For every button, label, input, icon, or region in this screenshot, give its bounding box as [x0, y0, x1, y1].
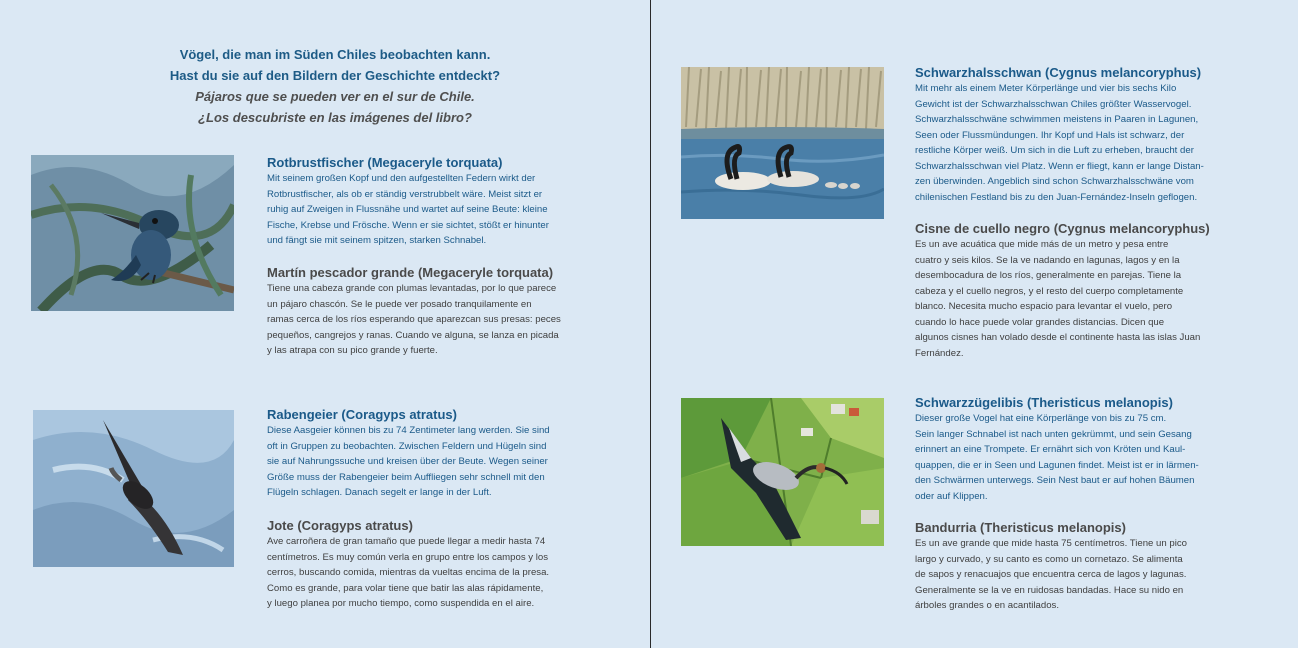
ibis-de-line: Dieser große Vogel hat eine Körperlänge von bis zu 75 cm. — [915, 413, 1167, 424]
vulture-es-title: Jote (Coragyps atratus) — [267, 518, 413, 533]
intro-line2-es: ¿Los descubriste en las imágenes del libro? — [198, 110, 472, 125]
right-page — [651, 0, 1298, 648]
vulture-illustration — [33, 410, 234, 567]
intro-line1-de: Vögel, die man im Süden Chiles beobachten kann. — [179, 47, 491, 62]
swan-es-line: blanco. Necesita mucho espacio para levantar el vuelo, pero — [915, 301, 1173, 312]
kingfisher-de-line: Rotbrustfischer, als ob er ständig verstrubbelt wäre. Meist sitzt er — [267, 188, 543, 200]
swan-es-line: cuatro y seis kilos. Se la ve nadando en lagunas, lagos y en la — [915, 254, 1180, 266]
swan-es-line: desembocadura de los ríos, generalmente en parejas. Tiene la — [915, 270, 1182, 281]
vulture-es-line: Como es grande, para volar tiene que batir las alas rápidamente, — [267, 582, 544, 594]
kingfisher-de-block — [267, 154, 617, 249]
kingfisher-illustration — [31, 155, 234, 311]
ibis-de-line: erinnert an eine Trompete. Er ernährt sich von Kröten und Kaul- — [915, 444, 1186, 455]
kingfisher-es-line: y las atrapa con su pico grande y fuerte. — [267, 345, 438, 356]
ibis-es-line: Es un ave grande que mide hasta 75 centímetros. Tiene un pico — [915, 538, 1187, 549]
swan-de-line: Mit mehr als einem Meter Körperlänge und vier bis sechs Kilo — [915, 83, 1177, 94]
swan-de-block — [915, 64, 1270, 205]
intro-line2-de: Hast du sie auf den Bildern der Geschichte entdeckt? — [169, 68, 501, 83]
kingfisher-es-block — [267, 264, 617, 359]
kingfisher-es-line: pequeños, cangrejos y ranas. Cuando ve alguna, se lanza en picada — [267, 329, 559, 341]
ibis-de-block — [915, 394, 1270, 504]
swan-de-line: chilenischen Festland bis zu den Juan-Fernández-Inseln geflogen. — [915, 191, 1198, 203]
kingfisher-de-line: Mit seinem großen Kopf und den aufgestellten Federn wirkt der — [267, 173, 536, 184]
vulture-de-line: oft in Gruppen zu beobachten. Zwischen Feldern und Hügeln sind — [267, 440, 547, 452]
ibis-es-block — [915, 519, 1270, 614]
kingfisher-de-title: Rotbrustfischer (Megaceryle torquata) — [267, 155, 503, 170]
swan-de-line: Schwarzhalsschwäne schwimmen meistens in Paaren in Lagunen, — [915, 114, 1199, 125]
swan-de-line: Seen oder Flussmündungen. Ihr Kopf und Hals ist schwarz, der — [915, 129, 1185, 141]
ibis-illustration — [681, 398, 884, 546]
swan-de-line: Gewicht ist der Schwarzhalsschwan Chiles größter Wasservogel. — [915, 98, 1192, 110]
intro-line1-es: Pájaros que se pueden ver en el sur de Chile. — [195, 89, 475, 104]
vulture-es-block — [267, 517, 617, 612]
kingfisher-es-line: un pájaro chascón. Se le puede ver posado tranquilamente en — [267, 298, 532, 310]
swan-es-block — [915, 220, 1270, 361]
vulture-es-line: Ave carroñera de gran tamaño que puede llegar a medir hasta 74 — [267, 536, 546, 547]
kingfisher-de-line: und fängt sie mit seinem spitzen, starken Schnabel. — [267, 235, 487, 246]
vulture-de-block — [267, 406, 617, 501]
ibis-es-line: árboles grandes o en acantilados. — [915, 600, 1060, 611]
ibis-de-title: Schwarzzügelibis (Theristicus melanopis) — [915, 395, 1173, 410]
ibis-de-line: Sein langer Schnabel ist nach unten gekrümmt, und sein Gesang — [915, 428, 1192, 440]
swan-de-line: zen überwinden. Angeblich sind schon Schwarzhalsschwäne vom — [915, 176, 1194, 187]
vulture-de-title: Rabengeier (Coragyps atratus) — [267, 407, 457, 422]
kingfisher-de-line: ruhig auf Zweigen in Flussnähe und wartet auf seine Beute: kleine — [267, 204, 548, 215]
swan-de-line: restliche Körper weiß. Um sich in die Luft zu erheben, braucht der — [915, 145, 1194, 156]
ibis-de-line: quappen, die er in Seen und Lagunen findet. Meist ist er in lärmen- — [915, 459, 1199, 471]
swan-es-line: algunos cisnes han volado desde el continente hasta las islas Juan — [915, 332, 1201, 343]
kingfisher-de-line: Fische, Krebse und Frösche. Wenn er sie sichtet, stößt er hinunter — [267, 219, 549, 231]
vulture-es-line: cerros, buscando comida, mientras da vueltas encima de la presa. — [267, 567, 550, 578]
swan-illustration — [681, 67, 884, 219]
ibis-es-line: Generalmente se la ve en ruidosas bandadas. Hace su nido en — [915, 584, 1184, 596]
vulture-es-line: centímetros. Es muy común verla en grupo entre los campos y los — [267, 551, 549, 563]
vulture-es-line: y luego planea por mucho tiempo, como suspendida en el aire. — [267, 598, 535, 609]
kingfisher-es-line: ramas cerca de los ríos esperando que aparezcan sus presas: peces — [267, 314, 561, 325]
ibis-es-line: largo y curvado, y su canto es como un cornetazo. Se alimenta — [915, 553, 1183, 565]
swan-es-title: Cisne de cuello negro (Cygnus melancoryphus) — [915, 221, 1210, 236]
ibis-es-title: Bandurria (Theristicus melanopis) — [915, 520, 1126, 535]
kingfisher-es-line: Tiene una cabeza grande con plumas levantadas, por lo que parece — [267, 283, 557, 294]
swan-es-line: cabeza y el cuello negros, y el resto del cuerpo completamente — [915, 285, 1184, 297]
ibis-es-line: de sapos y renacuajos que encuentra cerca de lagos y lagunas. — [915, 569, 1187, 580]
intro-heading — [140, 44, 530, 128]
swan-es-line: cuando lo hace puede volar grandes distancias. Dicen que — [915, 316, 1165, 328]
vulture-de-line: sie auf Nahrungssuche und kreisen über der Beute. Wegen seiner — [267, 456, 548, 467]
ibis-de-line: den Schwärmen unterwegs. Sein Nest baut er auf hohen Bäumen — [915, 475, 1195, 486]
vulture-de-line: Größe muss der Rabengeier beim Auffliegen sehr schnell mit den — [267, 471, 545, 483]
swan-de-title: Schwarzhalsschwan (Cygnus melancoryphus) — [915, 65, 1202, 80]
swan-es-line: Es un ave acuática que mide más de un metro y pesa entre — [915, 239, 1169, 250]
vulture-de-line: Diese Aasgeier können bis zu 74 Zentimeter lang werden. Sie sind — [267, 425, 550, 436]
swan-de-line: Schwarzhalsschwan viel Platz. Wenn er fliegt, kann er lange Distan- — [915, 160, 1204, 172]
ibis-de-line: oder auf Klippen. — [915, 490, 988, 502]
kingfisher-es-title: Martín pescador grande (Megaceryle torquata) — [267, 265, 554, 280]
swan-es-line: Fernández. — [915, 347, 964, 359]
vulture-de-line: Flügeln schlagen. Danach segelt er lange in der Luft. — [267, 487, 492, 498]
